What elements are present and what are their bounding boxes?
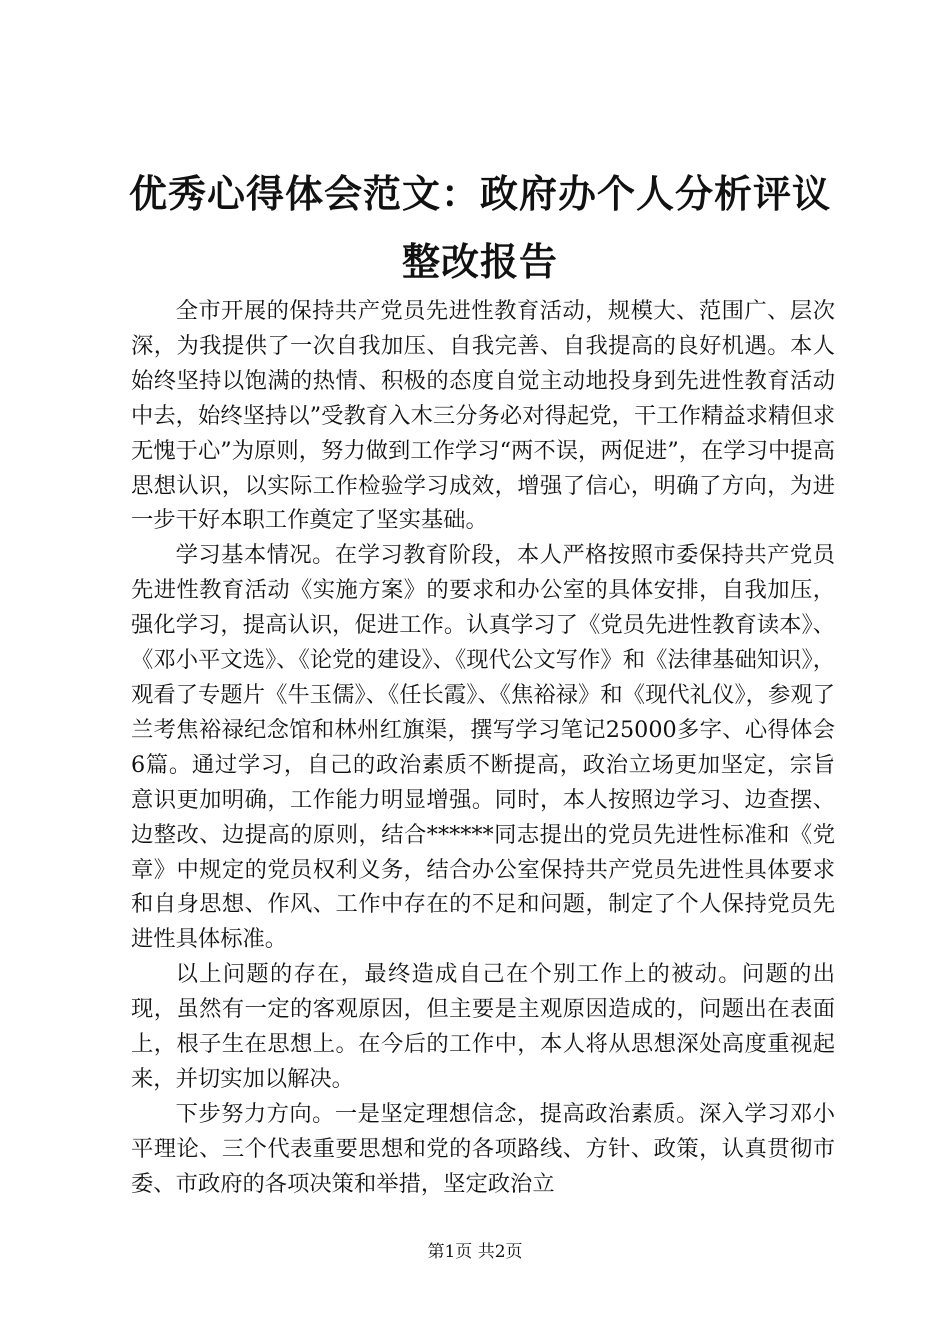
paragraph: 学习基本情况。在学习教育阶段，本人严格按照市委保持共产党员先进性教育活动《实施方案》的要求和办公室的具体安排，自我加压，强化学习，提高认识，促进工作。认真学习了《党员先进性教育读本》、《邓小平文选》、《论党的建设》、《现代公文写作》和《法律基础知识》，观看了专题片《牛玉儒》、《任长霞》、《焦裕禄》和《现代礼仪》，参观了兰考焦裕禄纪念馆和林州红旗渠，撰写学习笔记25000多字、心得体会6篇。通过学习，自己的政治素质不断提高，政治立场更加坚定，宗旨意识更加明确，工作能力明显增强。同时，本人按照边学习、边查摆、边整改、边提高的原则，结合******同志提出的党员先进性标准和《党章》中规定的党员权利义务，结合办公室保持共产党员先进性具体要求和自身思想、作风、工作中存在的不足和问题，制定了个人保持党员先进性具体标准。 bbox=[131, 542, 835, 953]
paragraph: 下步努力方向。一是坚定理想信念，提高政治素质。深入学习邓小平理论、三个代表重要思想和党的各项路线、方针、政策，认真贯彻市委、市政府的各项决策和举措，坚定政治立 bbox=[131, 1100, 835, 1197]
document-body bbox=[131, 294, 835, 1202]
document-title: 优秀心得体会范文：政府办个人分析评议整改报告 bbox=[128, 171, 831, 284]
paragraph: 以上问题的存在，最终造成自己在个别工作上的被动。问题的出现，虽然有一定的客观原因，但主要是主观原因造成的，问题出在表面上，根子生在思想上。在今后的工作中，本人将从思想深处高度重视起来，并切实加以解决。 bbox=[131, 961, 835, 1092]
page-number-footer: 第1页 共2页 bbox=[427, 1242, 523, 1262]
paragraph: 全市开展的保持共产党员先进性教育活动，规模大、范围广、层次深，为我提供了一次自我加压、自我完善、自我提高的良好机遇。本人始终坚持以饱满的热情、积极的态度自觉主动地投身到先进性教育活动中去，始终坚持以”受教育入木三分务必对得起党，干工作精益求精但求无愧于心”为原则，努力做到工作学习“两不误，两促进”，在学习中提高思想认识，以实际工作检验学习成效，增强了信心，明确了方向，为进一步干好本职工作奠定了坚实基础。 bbox=[131, 298, 835, 534]
